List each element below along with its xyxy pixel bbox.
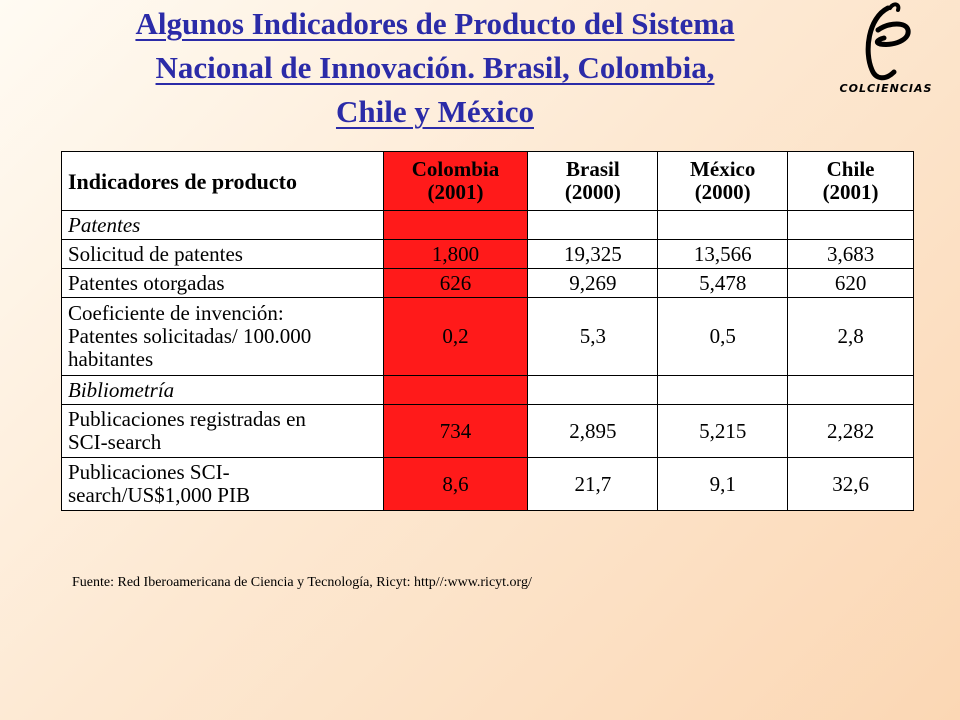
header-chile: [788, 152, 914, 211]
header-colombia: [383, 152, 528, 211]
header-chile-name: Chile: [826, 157, 875, 181]
row-label-line: Coeficiente de invención:: [68, 301, 284, 325]
table-row: [62, 269, 914, 298]
title-line-3: Chile y México: [335, 94, 534, 129]
row-label: [62, 405, 384, 458]
row-label: [62, 298, 384, 376]
table-cell: [658, 376, 788, 405]
header-brasil-name: Brasil: [566, 157, 620, 181]
cell-chile: 3,683: [788, 240, 914, 269]
row-label-line: Publicaciones registradas en: [68, 407, 306, 431]
table-cell: [528, 211, 658, 240]
cell-chile: 2,282: [788, 405, 914, 458]
cell-brasil: 2,895: [528, 405, 658, 458]
table-cell: [383, 376, 528, 405]
header-mexico-name: México: [690, 157, 756, 181]
cell-chile: 2,8: [788, 298, 914, 376]
cell-mexico: 13,566: [658, 240, 788, 269]
header-mexico-year: (2000): [694, 180, 751, 204]
title-line-1: Algunos Indicadores de Producto del Sistema: [135, 6, 735, 41]
row-label: [62, 458, 384, 511]
cell-mexico: 5,215: [658, 405, 788, 458]
cell-brasil: 21,7: [528, 458, 658, 511]
row-label: Patentes otorgadas: [62, 269, 384, 298]
indicators-table: [61, 151, 914, 511]
cell-brasil: 19,325: [528, 240, 658, 269]
logo-text: COLCIENCIAS: [839, 82, 933, 95]
table-row: [62, 298, 914, 376]
row-label-line: Patentes solicitadas/ 100.000: [68, 324, 312, 348]
title-line-2: Nacional de Innovación. Brasil, Colombia,: [155, 50, 715, 85]
row-label-line: Publicaciones SCI-: [68, 460, 230, 484]
row-label: Solicitud de patentes: [62, 240, 384, 269]
cell-colombia: 1,800: [383, 240, 528, 269]
table-row: [62, 458, 914, 511]
table-cell: [788, 376, 914, 405]
section-label-bibliometria: Bibliometría: [62, 376, 384, 405]
table-row: [62, 405, 914, 458]
row-label-line: search/US$1,000 PIB: [68, 483, 250, 507]
table-cell: [788, 211, 914, 240]
row-label-line: SCI-search: [68, 430, 162, 454]
page-title: [40, 2, 830, 134]
source-note: Fuente: Red Iberoamericana de Ciencia y Tecnología, Ricyt: http//:www.ricyt.org/: [72, 575, 532, 590]
cell-colombia: 626: [383, 269, 528, 298]
header-indicator: Indicadores de producto: [62, 152, 384, 211]
table-cell: [383, 211, 528, 240]
section-label-patentes: Patentes: [62, 211, 384, 240]
header-colombia-name: Colombia: [411, 157, 500, 181]
cell-colombia: 734: [383, 405, 528, 458]
cell-colombia: 0,2: [383, 298, 528, 376]
row-label-line: habitantes: [68, 347, 154, 371]
cell-mexico: 5,478: [658, 269, 788, 298]
table-cell: [658, 211, 788, 240]
cell-mexico: 0,5: [658, 298, 788, 376]
section-row-bibliometria: [62, 376, 914, 405]
header-mexico: [658, 152, 788, 211]
header-colombia-year: (2001): [427, 180, 484, 204]
table-cell: [528, 376, 658, 405]
header-brasil: [528, 152, 658, 211]
cell-chile: 32,6: [788, 458, 914, 511]
section-row-patentes: [62, 211, 914, 240]
cell-brasil: 5,3: [528, 298, 658, 376]
cell-chile: 620: [788, 269, 914, 298]
cell-brasil: 9,269: [528, 269, 658, 298]
header-brasil-year: (2000): [564, 180, 621, 204]
cell-mexico: 9,1: [658, 458, 788, 511]
table-row: [62, 240, 914, 269]
header-row: [62, 152, 914, 211]
cell-colombia: 8,6: [383, 458, 528, 511]
header-chile-year: (2001): [822, 180, 879, 204]
